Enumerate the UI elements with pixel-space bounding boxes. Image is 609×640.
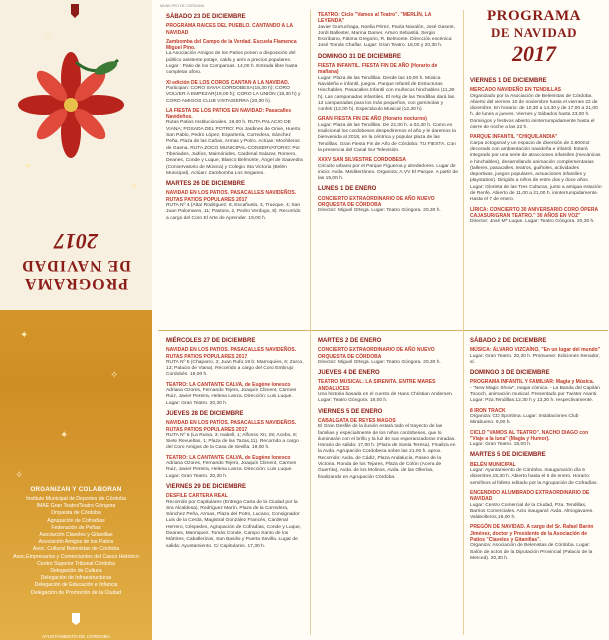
column-2-top <box>318 12 458 219</box>
column-1-top <box>166 12 304 226</box>
left-strip-top <box>0 0 152 310</box>
event-details: Organizado por la Asociación de Belenistas de Córdoba. Abierto del viernes 10 de noviembre hasta el viernes 22 de diciembre. En horario: de 10,30 a 14,30 y de 17,00 a 21,00 h. de lunes a jueves. Viernes y Sábados hasta 23,00 h. Domingos y festivos abierto ininterrumpidamente hasta el cierre de noche a las 22 h. <box>470 93 598 131</box>
organizer-item: Federación de Peñas <box>51 524 101 531</box>
city-hall-name: AYUNTAMIENTO DE CÓRDOBA <box>42 634 110 639</box>
organizer-item: Asoc.Empresarios y Comerciantes del Casco Histórico <box>13 553 139 560</box>
event-details: - "New Magic Show", magia cómica. - La Banda del Capitán Toooch, animación musical. Presentado por Twister Asanti. Lugar: Pza.Tendillas.12,30 h y 13,30 h. respectivamente. <box>470 385 600 404</box>
organizers-list <box>6 496 146 597</box>
event-title: TEATRO: LA CANTANTE CALVA, de Eugène Ionesco <box>166 381 291 388</box>
star-icon: ✦ <box>23 159 32 170</box>
event-details: Participan: CORO SAVIA CORDOBESA(18,30 h); CORO VOLVER A EMPEZAR(19,00 h); CORO LA UNIÓN (19,30 h) y CORO AMIGOS CLUB VISTASIERRA (20,00 h). <box>166 85 301 104</box>
event-details: Adriana Ozores, Fernando Tejero, Joaquín Climent, Carmen Ruiz, Javier Pereira, Helena Lanza. Dirección: Luis Luque. Lugar: Gran Teatro. 20,30 h. <box>166 388 297 406</box>
event-title: NAVIDAD EN LOS PATIOS. PASACALLES NAVIDEÑOS. RUTAS PATIOS POPULARES 2017 <box>166 347 297 360</box>
column-3-bottom <box>470 336 602 566</box>
event-title: NAVIDAD EN LOS PATIOS. PASACALLES NAVIDEÑOS. RUTAS PATIOS POPULARES 2017 <box>166 420 297 433</box>
day-section <box>166 484 304 550</box>
day-heading: DOMINGO 3 DE DICIEMBRE <box>470 370 550 377</box>
organizer-item: Delegación de Educación e Infancia <box>34 582 118 589</box>
day-heading: SÁBADO 23 DE DICIEMBRE <box>166 14 246 20</box>
event-details: Director: Miguel Ortega. Lugar: Teatro Góngora. 20,30 h. <box>318 359 441 365</box>
event-title: TEATRO: LA CANTANTE CALVA, de Eugène Ionesco <box>166 454 291 461</box>
column-1-bottom <box>166 336 304 554</box>
city-hall-logo <box>20 612 132 639</box>
event-title: BELÉN MUNICIPAL <box>470 461 516 468</box>
event-title: MERCADO NAVIDEÑO EN TENDILLAS <box>470 87 562 94</box>
event-title: CONCIERTO EXTRAORDINARIO DE AÑO NUEVO ORQUESTA DE CÓRDOBA <box>318 347 435 360</box>
left-title-line2: 2017 <box>54 229 98 254</box>
event-details: Lugar: Gran Teatro. 20,30 h. Promueve: Ediciones Senador, sl. <box>470 353 600 365</box>
day-section <box>166 14 304 177</box>
column-3-top <box>470 76 602 230</box>
left-title <box>10 228 142 292</box>
column-divider <box>310 10 311 635</box>
day-section <box>470 370 602 448</box>
event-title: XI edición DE LOS COROS CANTAN A LA NAVIDAD. <box>166 79 290 86</box>
day-heading: VIERNES 5 DE ENERO <box>318 408 383 415</box>
day-section <box>166 181 304 222</box>
day-heading: JUEVES 28 DE DICIEMBRE <box>166 410 244 417</box>
organizer-item: Asoc. Cultural Belenistas de Córdoba <box>32 546 120 553</box>
star-icon: ✧ <box>110 370 119 381</box>
event-details: Una historia basada en el cuento de Hans Christian Andersen. Lugar: Teatro Góngora. 19,00 h. <box>318 392 454 404</box>
day-heading: LUNES 1 DE ENERO <box>318 186 377 193</box>
organizers-box <box>6 486 146 597</box>
event-details: Carpa octogonal y un espacio de diversión de 2.800m2 decorado con ambientación navideña e infantil. Estará integrado por una serie de atracciones infantiles (mecánicas e hinchables), desarrollando animación complementarias (talleres, pasacalles, teatros, guiñoles, actividades deportivas, juegos populares, actuaciones infantiles y playstation). Dirigido a niños de entre dos y doce años. Lugar: Glorieta de las Tres Culturas, junto a antigua estación de Renfe. Abierto de 11,00 a 21,00 h. ininterrumpidamente. Hasta el 7 de enero. <box>470 140 602 203</box>
event-details: El Gran Desfile de la ilusión estará todo el trayecto de las familias y especialmente de los niños cordobeses, que lo iluminarán con el brillo y la luz de sus esperanzadoras miradas. Horario de salida: 17,00 h. (Plaza de Santa Teresa). Finaliza en la Avda. Agrupación Cordobesa sobre las 21,00 h. aprox. Recorrido: Avda. de Cádiz, Plaza Andalucía, Paseo de la Victoria, Ronda de los Tejares, Plaza de Colón (Acera de Guerrita), Avda. de los Molinos, Avda. de las Ollerías, finalizando en Agrupación Córdoba. <box>318 424 456 480</box>
divider <box>158 330 608 331</box>
day-section <box>166 411 304 480</box>
header-small: MUNICIPIO DE CÓRDOBA <box>160 4 205 8</box>
event-title: XXXV SAN SILVESTRE CORDOBESA <box>318 157 406 164</box>
event-title: ENCENDIDO ALUMBRADO EXTRAORDINARIO DE NAVIDAD <box>470 489 590 503</box>
day-section <box>470 452 602 562</box>
event-title: GRAN FIESTA FIN DE AÑO (Horario nocturno) <box>318 116 427 123</box>
event-title: PROGRAMA RAICES DEL PUEBLO. CANTANDO A LA NAVIDAD <box>166 23 293 36</box>
day-section <box>318 338 458 366</box>
organizer-item: Delegación de Cultura <box>50 568 102 575</box>
event-details: RUTA Nº 4 (Alta/ Rodríguez; 8, Escañuela, 3, Trueque, 4; San Juan Palomares, 11; Pastora, 2, Pedro Verdugo, 8). Recorrido a cargo del Coro El Arte de Aprender. 19,00 h. <box>166 203 301 221</box>
event-title: CONCIERTO EXTRAORDINARIO DE AÑO NUEVO ORQUESTA DE CÓRDOBA <box>318 195 435 209</box>
event-title: TEATRO MUSICAL: LA SIRENITA. ENTRE MARES ANDALUCES <box>318 379 436 392</box>
day-section <box>166 338 304 407</box>
day-section <box>318 12 458 50</box>
event-title: LÍRICA: CONCIERTO 30 ANIVERSARIO CORO ÓPERA CAJASUR/GRAN TEATRO." 30 AÑOS EN VOZ" <box>470 206 598 219</box>
right-title-line1: PROGRAMA <box>487 8 581 24</box>
star-icon: ✦ <box>20 330 29 341</box>
event-details: Adriana Ozores, Fernando Tejero, Joaquín Climent, Carmen Ruiz, Javier Pereira, Helena Lanza. Dirección: Luis Luque. Lugar: Gran Teatro. 20,30 h. <box>166 461 297 479</box>
event-title: 8 IRON TRACK <box>470 407 506 414</box>
day-heading: MARTES 2 DE ENERO <box>318 338 382 344</box>
event-title: FIESTA INFANTIL. FIESTA FIN DE AÑO (Horario de mañana) <box>318 63 438 76</box>
star-icon: ✦ <box>129 179 138 190</box>
event-title: CABALGATA DE REYES MAGOS <box>318 417 396 424</box>
event-details: Director: José Mª Luque. Lugar: Teatro Góngora. 20,30 h. <box>470 219 595 225</box>
left-title-line1: PROGRAMA DE NAVIDAD <box>21 257 131 292</box>
event-title: TEATRO: Ciclo "Vamos al Teatro". "MERLÍN, LA LEYENDA" <box>318 12 432 25</box>
event-title: PROGRAMA INFANTIL Y FAMILIAR: Magia y Música. <box>470 379 594 386</box>
event-details: Lugar: Ayuntamiento de Córdoba. Inauguración día 5 diciembre,19,30 h. Abierto hasta el 6 de enero. Horario: semifinos al folleto editado por la Agrupación de Cofradías. <box>470 468 598 486</box>
day-section <box>318 186 458 214</box>
event-title: MÚSICA: ÁLVARO VIZCAÍNO. "En un lugar del mundo" <box>470 347 601 354</box>
column-divider <box>463 10 464 635</box>
day-heading: VIERNES 1 DE DICIEMBRE <box>470 78 547 84</box>
event-title: LA FIESTA DE LOS PATIOS EN NAVIDAD: Pasacalles Navideños. <box>166 107 292 121</box>
event-details: Director: Miguel Ortega. Lugar: Teatro Góngora. 20,30 h. <box>318 208 441 214</box>
right-title-line3: 2017 <box>512 41 556 66</box>
organizer-item: Asociación Amigos de los Patios <box>38 539 114 546</box>
organizer-item: Centro Superior Tribunal Córdoba <box>37 560 115 567</box>
star-icon: ✦ <box>60 430 69 441</box>
day-heading: MARTES 5 DE DICIEMBRE <box>470 452 546 459</box>
column-2-bottom <box>318 336 458 485</box>
event-details: La Asociación Amigos de los Patios ponen a disposición del público asistente potaje, caldo y anís a precios populares. Lugar : Patio de los Comparsas. 14,00 h. Entrada libre hasta completar aforo. <box>166 51 298 76</box>
event-details: Lugar: Centro Comercial de la Ciudad, Pza. Tendillas, Barrios Comerciales. Acto inaugural: Avda. Almogavares. Valdeolleros,19,00 h. <box>470 502 594 521</box>
star-icon: ✧ <box>15 470 24 481</box>
star-icon: ✧ <box>43 29 52 40</box>
event-details: RUTA Nº 5 (Chaparro, 3; Juan Rufo,19 b; Marroquíes, 6; Zarco, 13; Palacio de Viana). Recorrido a cargo del Coro Embrujo Cordobés. 19,00 h. <box>166 359 304 378</box>
day-section <box>470 338 602 366</box>
right-title-line2: DE NAVIDAD <box>490 25 578 40</box>
day-section <box>318 54 458 183</box>
day-heading: JUEVES 4 DE ENERO <box>318 370 380 377</box>
city-crest-icon <box>62 2 88 20</box>
event-title: NAVIDAD EN LOS PATIOS. PASACALLES NAVIDEÑOS. RUTAS PATIOS POPULARES 2017 <box>166 190 297 203</box>
organizer-item: Delegación de Infraestructuras <box>40 575 112 582</box>
organizers-heading: ORGANIZAN Y COLABORAN <box>30 486 122 493</box>
event-details: Lugar: Plaza de las Tendillas. De 22,30 h. a 02,30 h. Como es tradicional los cordobeses despediremos el año y le daremos la bienvenida al 2018, en la céntrica y popular plaza de las Tendillas. Gran Fiesta Fin de Año de Córdoba: TU FIESTA. Con la presencia del Canal Sur Televisión. <box>318 122 456 153</box>
day-heading: MARTES 26 DE DICIEMBRE <box>166 181 246 188</box>
day-section <box>318 409 458 481</box>
event-title: PARQUE INFANTIL "CHIQUILANDIA" <box>470 134 558 141</box>
day-heading: MIÉRCOLES 27 DE DICIEMBRE <box>166 338 256 344</box>
event-title: DESFILE CARTERA REAL <box>166 493 228 500</box>
event-details: Organiza: Asociación de Belenistas de Córdoba. Lugar: Salón de actos de la Diputación Provincial (Palacio de la Merced). 20,30 h. <box>470 543 593 561</box>
organizer-item: Instituto Municipal de Deportes de Córdoba <box>26 496 126 502</box>
event-details: Rutas Patios Institucionales. 19,00 h. RUTA PALACIO DE VIANA; POSADA DEL POTRO; Por Jardines de Orive, Huerto San Pablo, Pedro López, Espartería, Corredera, Sánchez Peña, Plaza de las Cañas, Armas y Potro. Actúan: Mochileros de Gaena. RUTA ZOCO MUNICIPAL-CONSERVATORIO: Por Tiberiades, Judíos, Maimónides, Cardenal Salazar, Romero, Deanes, Conde y Luque, Blanco Belmonte, Ángel de Saavedra (Conservatorio de Música) y Colegio Sta Victoria (Belén Municipal). Actúan: Zambomba Los Seganes. <box>166 120 303 176</box>
event-details: Lugar: Gran Teatro. 18,00 h. <box>470 442 532 448</box>
event-details: Circuito urbano por el Parque Figueroa y alrededores. Lugar de inicio: Avda. Mediterráneo. Organiza: A.VV El Parque. A partir de las 15,00 h. <box>318 163 458 182</box>
city-crest-icon <box>69 612 83 626</box>
event-details: RUTA Nº 6 (La Ruina, 3; Isabell, 1; Alfonso XII, 29; Acebo, 8; Siete Revueltas, 1; Plaza de las Tazas,11). Recorrido a cargo del Coro Amigos de la Casa de Sevilla. 19,00 h. <box>166 432 299 451</box>
organizer-item: IMAE Gran Teatro/Teatro Góngora <box>36 503 116 510</box>
day-section <box>470 78 602 226</box>
event-title: PREGÓN DE NAVIDAD. A cargo del Sr. Rafael Barón Jiménez, doctor y Presidente de la Asociación de Patios "Claveles y Gitanillas". <box>470 524 594 544</box>
event-details: Organiza: CD Sportima. Lugar: Instalaciones Club Mirabueno. 9,00 h. <box>470 413 579 426</box>
day-heading: DOMINGO 31 DE DICIEMBRE <box>318 53 402 60</box>
day-section <box>318 370 458 404</box>
event-details: Javier Gurruchaga, Noelia Pérez, Paola Navalón, José Gasent, Jordi Ballester, Marina Damer, Arturo Sebastiá, Sergio Escribano, Fátima Gregorio, R. Belmonte. Dirección escénica: José Tomás Chaflar. Lugar: Gran Teatro. 18,00 y 20,30 h. <box>318 24 456 49</box>
organizer-item: Agrupación de Cofradías <box>47 517 105 524</box>
right-title <box>470 8 598 67</box>
day-heading: VIERNES 29 DE DICIEMBRE <box>166 483 247 490</box>
organizer-item: Orquesta de Córdoba <box>51 510 101 517</box>
event-title: Zambomba del Campo de la Verdad. Escuela Flamenca Miguel Pino. <box>166 38 297 52</box>
poinsettia-icon <box>16 50 126 160</box>
event-details: Recorrido por Capitulares (Entrega Carta de la Ciudad por la Sra Alcaldesa), Rodríguez Marín, Plaza de la Corredera, Sánchez Peña, Armas, Plaza del Potro, Lucano, Consignador Luis de la Cerda, Magistral González Francés, Cardenal Herrero, Céspedes, Agrupación de Cofradías, Conde y Luque, Deanes, Manriquez, Tomás Conde, Campo Santo de los Mártires, Caballerizas, San Basilio y Puerta Sevilla. Lugar de salida: Ayuntamiento. C/ Capitulares. 17,30 h. <box>166 499 302 549</box>
event-details: Lugar: Plaza de las Tendillas. Desde las 10,00 h. Música Navideña e infantil, juegos. Parque Infantil de Estructuras Hinchables. Pasacalles Infantil con muñecos hinchables (11,30 h). Las campanadas infantiles. El reloj de las Tendillas dará las 12 campanadas para los más pequeños, con gominolas y confeti (12,00 h). Espectáculo Musical (12,30 h). <box>318 75 455 113</box>
event-title: CICLO "VAMOS AL TEATRO". NACHO DIAGO con "Viaje a la luna" (Magia y Humor). <box>470 429 589 442</box>
organizer-item: Delegación de Promoción de la Ciudad <box>31 589 121 596</box>
day-heading: SÁBADO 2 DE DICIEMBRE <box>470 338 547 344</box>
organizer-item: Asociación Claveles y Gitanillas <box>39 532 113 539</box>
